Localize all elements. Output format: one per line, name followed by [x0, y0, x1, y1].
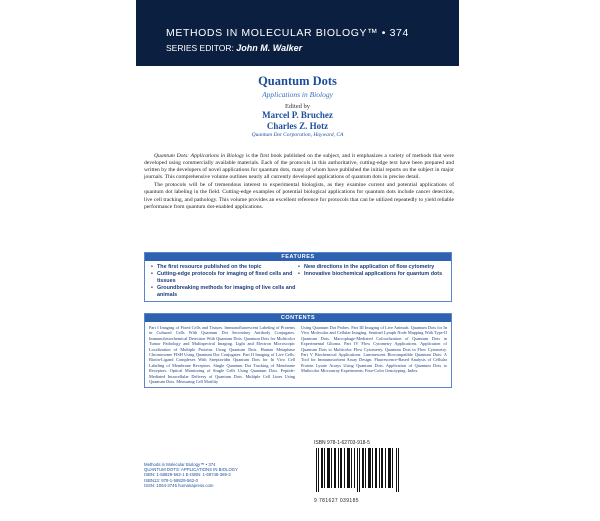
description-paragraph-1 — [144, 153, 454, 181]
imprint-line: ISBN13: 978-1-58829-562-0 — [144, 477, 198, 483]
contents-heading: CONTENTS — [145, 314, 451, 322]
series-title: METHODS IN MOLECULAR BIOLOGY™ • 374 — [166, 27, 409, 39]
feature-text: Cutting-edge protocols for imaging of fixed cells and tissues — [157, 271, 293, 284]
barcode-area — [314, 440, 402, 512]
series-editor-name: John M. Walker — [236, 43, 303, 53]
imprint-line: QUANTUM DOTS: APPLICATIONS IN BIOLOGY — [144, 467, 238, 473]
imprint-line: ISSN: 1064-3745 humanapress.com — [144, 482, 214, 488]
feature-item — [151, 285, 298, 298]
barcode-digits: 9 781627 039185 — [314, 498, 359, 504]
editor-affiliation: Quantum Dot Corporation, Hayward, CA — [251, 132, 344, 138]
bullet-icon: • — [151, 271, 153, 278]
features-left-column — [151, 264, 298, 299]
feature-item — [151, 271, 298, 284]
imprint-line: ISBN: 1-58829-562-1 E-ISBN: 1-59745-369-2 — [144, 472, 231, 478]
feature-item — [298, 271, 445, 277]
features-box — [144, 252, 452, 302]
contents-right-column — [301, 325, 447, 384]
series-header-band — [136, 0, 459, 66]
book-title: Quantum Dots — [258, 74, 337, 88]
imprint-block — [144, 462, 294, 488]
barcode-icon — [314, 448, 402, 492]
edited-by-label: Edited by — [284, 103, 311, 110]
features-right-column — [298, 264, 445, 299]
feature-text: Groundbreaking methods for imaging of live cells and animals — [157, 285, 296, 298]
series-editor-label: SERIES EDITOR: — [166, 43, 234, 53]
bullet-icon: • — [298, 264, 300, 270]
feature-item — [151, 264, 298, 270]
description — [144, 153, 454, 211]
editor-name-1: Marcel P. Bruchez — [262, 110, 333, 120]
contents-columns — [145, 322, 451, 387]
feature-text: The first resource published on the topic — [157, 264, 262, 270]
contents-text-2: Using Quantum Dot Probes. Part III Imaging of Live Animals. Quantum Dots for In Vivo Molecular and Cellular Imaging. Sentinel Lymph Node Mapping With Type-II Quantum Dots. Macrophage-Mediated Colocalization of Quantum Dots in Experimental Glioma. Part IV Flow Cytometry Applications. Application of Quantum Dots to Multicolor Flow Cytometry. Quantum Dots in Flow Cytometry. Part V Biochemical Applications. Luminescent Biocompatible Quantum Dots: A Tool for Immunosorbent Assay Design. Fluorescence-Based Analysis of Cellular Protein Lysate Arrays Using Quantum Dots. Application of Quantum Dots to Multicolor Microarray Experiments: Four-Color Genotyping. Index. — [301, 325, 447, 374]
bullet-icon: • — [151, 285, 153, 292]
features-heading: FEATURES — [145, 253, 451, 261]
editor-name-2: Charles Z. Hotz — [266, 121, 329, 131]
book-back-cover — [136, 0, 468, 521]
bullet-icon: • — [151, 264, 153, 270]
description-paragraph-2: The protocols will be of tremendous interest to experimental biologists, as they examine current and potential applications of quantum dot labeling in the field. Cutting-edge examples of potential biological applications for quantum dots include cancer detection, live cell tracking, and pathology. This volume provides an excellent reference for protocols that can be utilized repeatedly to yield reliable performance from quantum dot-enabled applications. — [144, 182, 454, 210]
bullet-icon: • — [298, 271, 300, 278]
features-columns — [145, 261, 451, 301]
book-subtitle: Applications in Biology — [262, 90, 333, 99]
series-editor — [166, 43, 456, 53]
description-p1-text: is the first book published on the subject, and it emphasizes a variety of methods that were developed using commercially available materials. Each of the protocols in this authoritative, cutting-edge text have been prepared and written by the developers of novel applications for quantum dots, many of whom have published the initial reports on the subject in major journals. This comprehensive volume outlines nearly all currently developed applications of quantum dots in precise detail. — [144, 153, 454, 181]
isbn-text: ISBN 978-1-62703-918-5 — [314, 440, 370, 446]
feature-text: New directions in the application of flow cytometry — [304, 264, 435, 270]
feature-item — [298, 264, 445, 270]
contents-text-1: Part I Imaging of Fixed Cells and Tissues. Immunofluorescent Labeling of Proteins in Cultured Cells With Quantum Dot Secondary Antibody Conjugates. Immunohistochemical Detection With Quantum Dots. Quantum Dots for Multicolor Tumor Pathology and Multispectral Imaging. Light and Electron Microscopic Localization of Multiple Proteins Using Quantum Dots. Human Metaphase Chromosome FISH Using Quantum Dot Conjugates. Part II Imaging of Live Cells. Biotin-Ligand Complexes With Streptavidin Quantum Dots for In Vivo Cell Labeling of Membrane Receptors. Single Quantum Dot Tracking of Membrane Receptors. Optical Monitoring of Single Cells Using Quantum Dots. Peptide-Mediated Intracellular Delivery of Quantum Dots. Multiple Cell Lines Using Quantum Dots. Measuring Cell Motility — [149, 325, 295, 385]
imprint-line: Methods in Molecular Biology™ • 374 — [144, 462, 216, 467]
contents-left-column — [149, 325, 295, 384]
description-book-title: Quantum Dots: Applications in Biology — [154, 153, 245, 159]
feature-text: Innovative biochemical applications for quantum dots — [304, 271, 443, 278]
contents-box — [144, 313, 452, 388]
title-block — [136, 74, 459, 138]
